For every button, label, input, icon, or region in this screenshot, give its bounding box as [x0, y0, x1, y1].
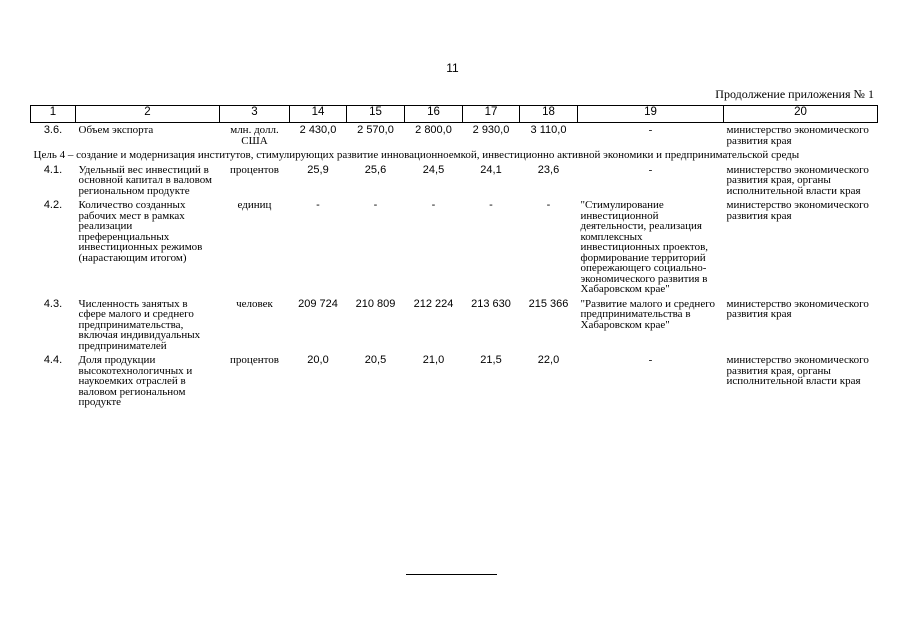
program: - — [648, 124, 653, 136]
executor: министерство экономического развития края, органы исполнительной власти края — [726, 354, 869, 387]
program: "Стимулирование инвестиционной деятельности, реализация комплексных инвестиционных проектов, формирование территорий опережающего социально-экономического развития в Хабаровском крае" — [580, 199, 709, 295]
header-cell: 16 — [405, 106, 463, 123]
header-cell: 14 — [290, 106, 347, 123]
page-number: 11 — [446, 61, 459, 75]
value-col-15: 25,6 — [364, 163, 387, 176]
value-col-15: 2 570,0 — [357, 124, 394, 136]
row-number: 4.3. — [43, 297, 63, 310]
unit: процентов — [230, 354, 279, 366]
value-col-17: 24,1 — [480, 163, 502, 176]
value-col-16: 21,0 — [422, 354, 445, 366]
value-col-14: 209 724 — [298, 297, 338, 310]
table-row — [31, 297, 878, 354]
header-cell: 18 — [520, 106, 578, 123]
value-col-14: 2 430,0 — [299, 124, 337, 136]
value-col-17: - — [489, 199, 493, 211]
value-col-17: 2 930,0 — [472, 124, 510, 136]
indicator-name: Удельный вес инвестиций в основной капитал в валовом региональном продукте — [78, 163, 212, 197]
row-number: 4.4. — [43, 354, 63, 366]
value-col-18: 215 366 — [528, 297, 569, 310]
value-col-16: 2 800,0 — [415, 124, 452, 136]
program: - — [648, 163, 653, 176]
header-cell: 19 — [578, 106, 724, 123]
footer-divider — [406, 574, 497, 575]
goal-row — [31, 148, 878, 163]
header-cell: 17 — [463, 106, 520, 123]
value-col-15: 210 809 — [355, 297, 396, 310]
value-col-17: 213 630 — [471, 297, 511, 310]
executor: министерство экономического развития края — [726, 124, 869, 147]
table-row — [31, 353, 878, 410]
indicator-name: Объем экспорта — [78, 124, 154, 136]
value-col-15: 20,5 — [364, 354, 387, 366]
executor: министерство экономического развития края, органы исполнительной власти края — [726, 163, 869, 197]
value-col-14: 25,9 — [307, 163, 329, 176]
unit: млн. долл. США — [230, 124, 279, 147]
executor: министерство экономического развития края — [726, 297, 869, 320]
header-cell: 15 — [347, 106, 405, 123]
value-col-16: 212 224 — [413, 297, 454, 310]
table-row — [31, 123, 878, 149]
unit: единиц — [237, 199, 272, 211]
header-cell: 2 — [76, 106, 220, 123]
indicator-name: Доля продукции высокотехнологичных и наукоемких отраслей в валовом региональном продукте — [78, 354, 193, 408]
table-row — [31, 163, 878, 199]
header-cell: 1 — [31, 106, 76, 123]
value-col-18: 22,0 — [537, 354, 560, 366]
goal-heading: Цель 4 – создание и модернизация институтов, стимулирующих развитие инновационноемкой, инвестиционно активной экономики и предпринимательской среды — [33, 149, 800, 161]
column-number-header-row — [31, 106, 878, 123]
value-col-18: 3 110,0 — [530, 124, 567, 136]
value-col-14: - — [316, 199, 320, 211]
value-col-16: - — [431, 199, 436, 211]
program: - — [648, 354, 653, 366]
header-cell: 3 — [220, 106, 290, 123]
executor: министерство экономического развития края — [726, 199, 869, 222]
program: "Развитие малого и среднего предпринимательства в Хабаровском крае" — [580, 297, 715, 331]
row-number: 4.2. — [43, 199, 63, 211]
row-number: 3.6. — [43, 124, 63, 136]
indicator-name: Численность занятых в сфере малого и среднего предпринимательства, включая индивидуальных предпринимателей — [78, 297, 201, 352]
indicator-name: Количество созданных рабочих мест в рамках реализации преференциальных инвестиционных режимов (нарастающим итогом) — [78, 199, 203, 264]
value-col-18: - — [546, 199, 551, 211]
value-col-18: 23,6 — [537, 163, 560, 176]
indicators-table — [30, 105, 878, 410]
unit: человек — [236, 297, 273, 310]
unit: процентов — [230, 163, 279, 176]
value-col-14: 20,0 — [307, 354, 329, 366]
table-row — [31, 198, 878, 297]
value-col-15: - — [373, 199, 378, 211]
continuation-label: Продолжение приложения № 1 — [715, 87, 874, 101]
value-col-17: 21,5 — [480, 354, 502, 366]
header-cell: 20 — [724, 106, 878, 123]
value-col-16: 24,5 — [422, 163, 445, 176]
row-number: 4.1. — [43, 163, 63, 176]
